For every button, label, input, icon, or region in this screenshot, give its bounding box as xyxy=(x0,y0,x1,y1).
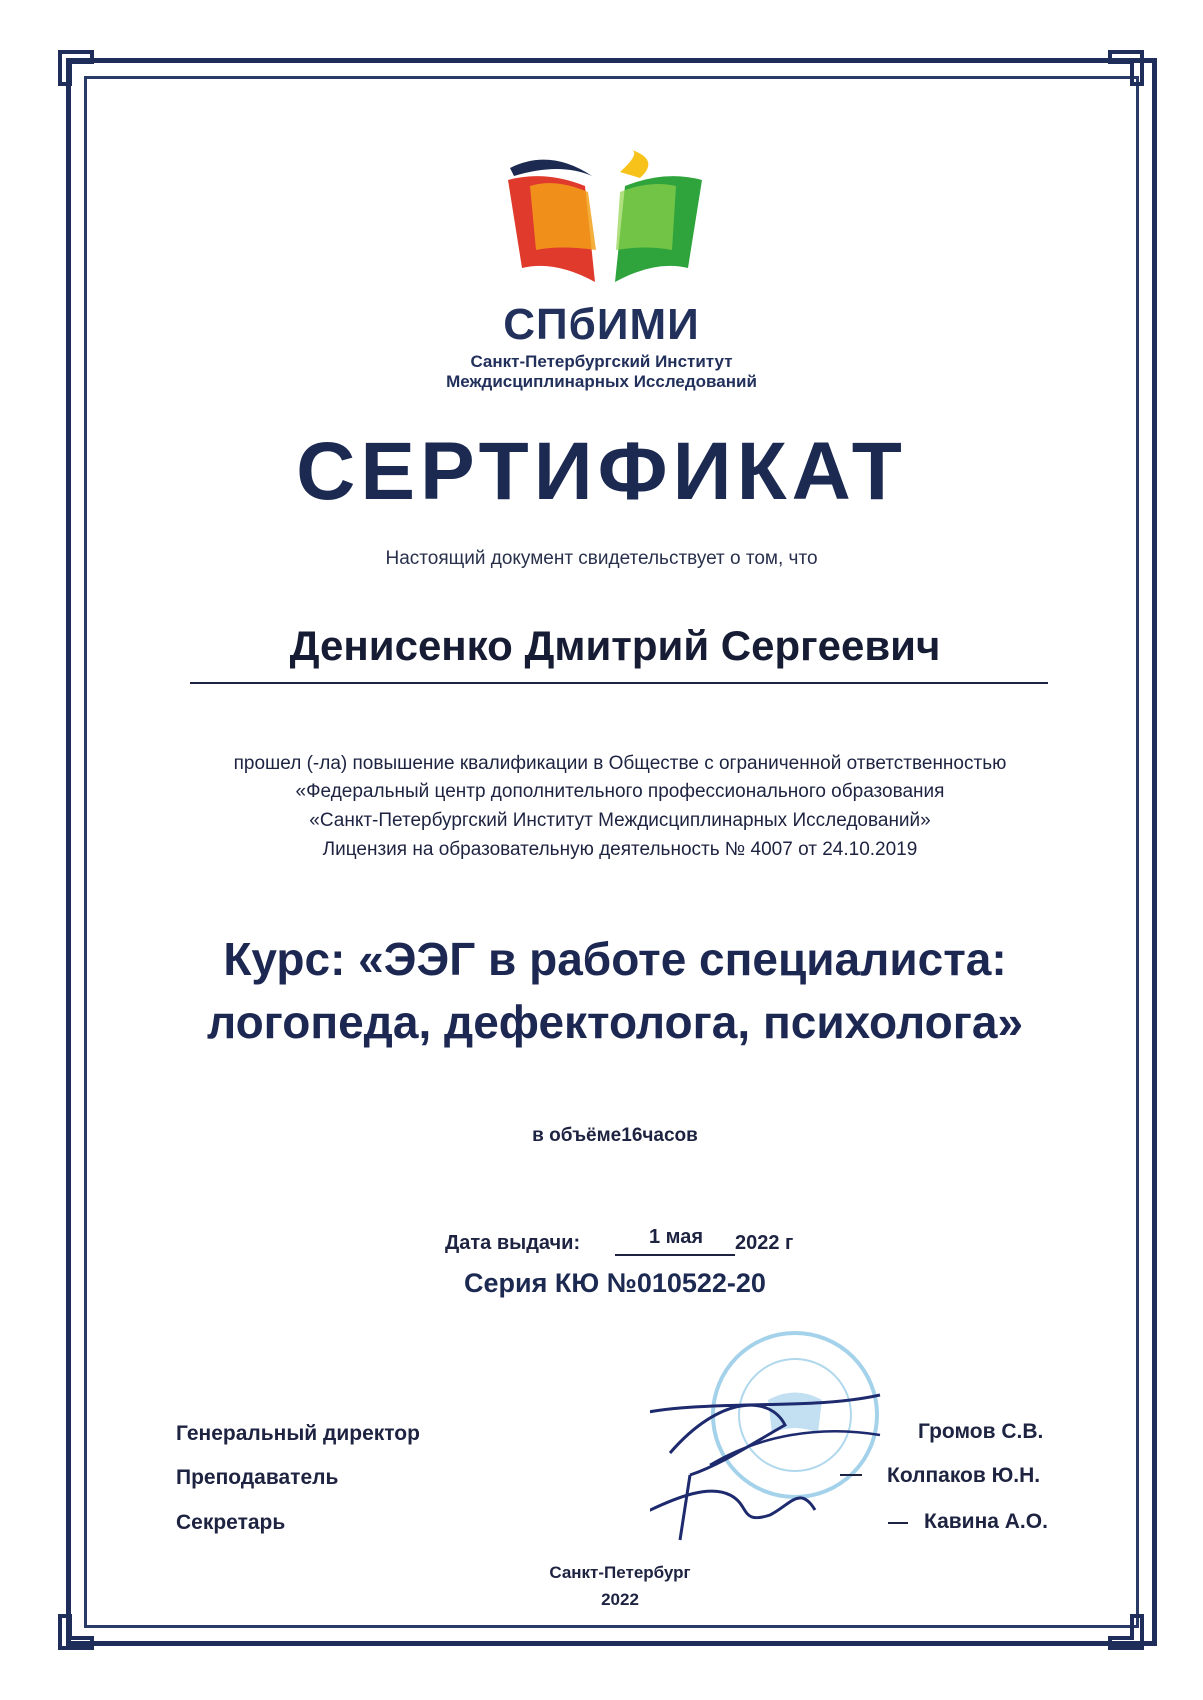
issue-city: Санкт-Петербург xyxy=(549,1563,691,1582)
issue-date-label: Дата выдачи: xyxy=(445,1232,581,1254)
body-line: «Санкт-Петербургский Институт Междисциплинарных Исследований» xyxy=(309,810,931,831)
signature-dash xyxy=(840,1474,862,1476)
signer-role: Преподаватель xyxy=(176,1466,339,1489)
corner-ornament-icon xyxy=(56,48,96,88)
institute-abbreviation: СПбИМИ xyxy=(503,300,700,349)
corner-ornament-icon xyxy=(1106,48,1146,88)
signer-name: Громов С.В. xyxy=(918,1420,1044,1443)
issue-date-day: 1 мая xyxy=(648,1226,703,1248)
signature-dash xyxy=(888,1522,908,1524)
course-title-line2: логопеда, дефектолога, психолога» xyxy=(206,996,1024,1048)
body-line: прошел (-ла) повышение квалификации в Обществе с ограниченной ответственностью xyxy=(233,753,1007,774)
body-line: Лицензия на образовательную деятельность № 4007 от 24.10.2019 xyxy=(322,839,918,860)
certificate-lead: Настоящий документ свидетельствует о том, что xyxy=(385,548,818,569)
course-volume: в объёме16часов xyxy=(532,1125,698,1146)
certificate-series: Серия КЮ №010522-20 xyxy=(464,1268,766,1298)
issue-date-year: 2022 г xyxy=(735,1232,794,1254)
signer-name: Кавина А.О. xyxy=(924,1510,1048,1533)
institute-name-line1: Санкт-Петербургский Институт xyxy=(470,352,733,371)
signer-role: Секретарь xyxy=(176,1511,286,1534)
body-line: «Федеральный центр дополнительного профессионального образования xyxy=(295,781,945,802)
corner-ornament-icon xyxy=(56,1612,96,1652)
corner-ornament-icon xyxy=(1106,1612,1146,1652)
certificate-title: СЕРТИФИКАТ xyxy=(296,426,907,517)
open-book-logo-icon xyxy=(500,150,710,290)
issue-date-underline xyxy=(615,1254,735,1256)
signer-name: Колпаков Ю.Н. xyxy=(887,1464,1041,1487)
recipient-name: Денисенко Дмитрий Сергеевич xyxy=(289,622,941,669)
course-title-line1: Курс: «ЭЭГ в работе специалиста: xyxy=(223,933,1007,985)
recipient-underline xyxy=(190,682,1048,684)
issue-year: 2022 xyxy=(601,1590,639,1609)
institute-name-line2: Междисциплинарных Исследований xyxy=(446,372,757,391)
signer-role: Генеральный директор xyxy=(176,1422,420,1445)
